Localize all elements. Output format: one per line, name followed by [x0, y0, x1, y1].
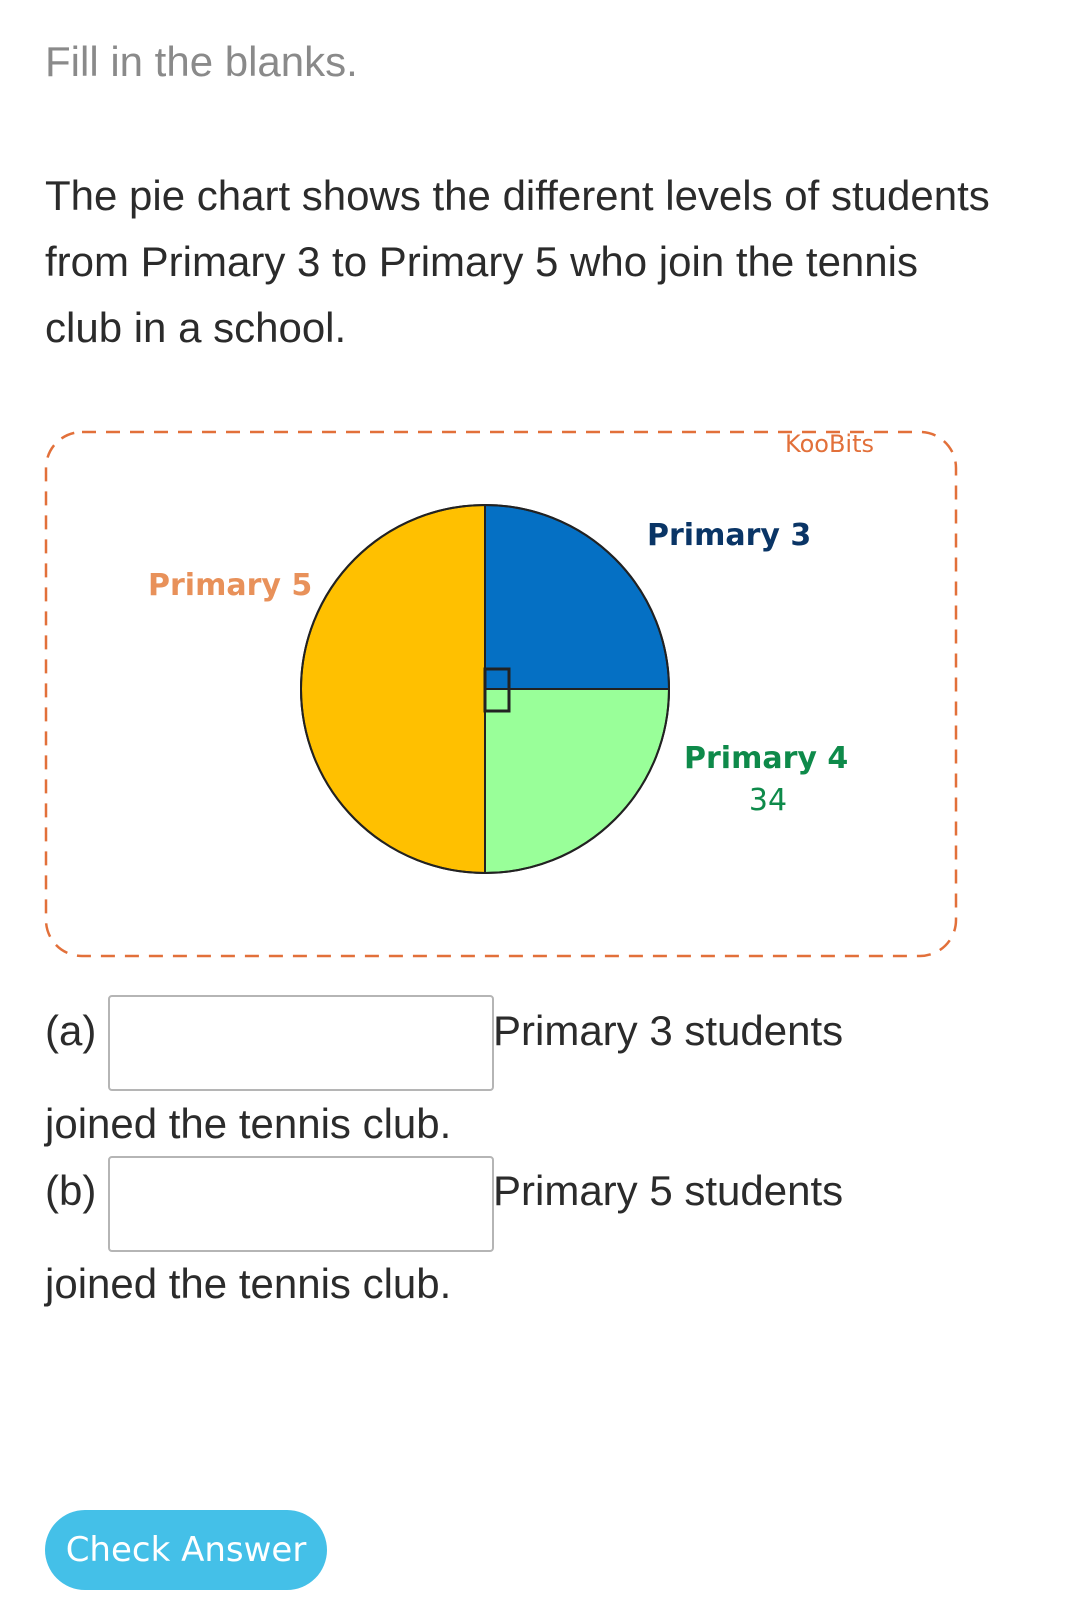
- part-a-continuation: joined the tennis club.: [45, 1100, 452, 1147]
- check-answer-button[interactable]: Check Answer: [45, 1510, 327, 1590]
- slice-label-primary-5: Primary 5: [148, 568, 313, 603]
- instruction-text: Fill in the blanks.: [45, 38, 358, 85]
- watermark-text: KooBits: [785, 430, 874, 458]
- part-b-label: (b): [45, 1167, 97, 1214]
- pie-chart-figure: [44, 430, 958, 960]
- part-b-continuation: joined the tennis club.: [45, 1260, 452, 1307]
- pie-slice-primary-5: [301, 505, 485, 873]
- question-text: The pie chart shows the different levels of students from Primary 3 to Primary 5 who join the tennis club in a school.: [45, 172, 990, 351]
- pie-chart: [44, 430, 958, 960]
- slice-value-primary-4: 34: [748, 783, 788, 818]
- part-a-label: (a): [45, 1007, 97, 1054]
- pie-slice-primary-4: [485, 689, 669, 873]
- part-a-answer-input[interactable]: [108, 995, 494, 1091]
- pie-slice-primary-3: [485, 505, 669, 689]
- part-a-after-text: Primary 3 students: [493, 1007, 844, 1054]
- slice-label-primary-3: Primary 3: [647, 518, 812, 553]
- part-b-answer-input[interactable]: [108, 1156, 494, 1252]
- part-b-after-text: Primary 5 students: [493, 1167, 844, 1214]
- slice-label-primary-4: Primary 4: [684, 741, 849, 776]
